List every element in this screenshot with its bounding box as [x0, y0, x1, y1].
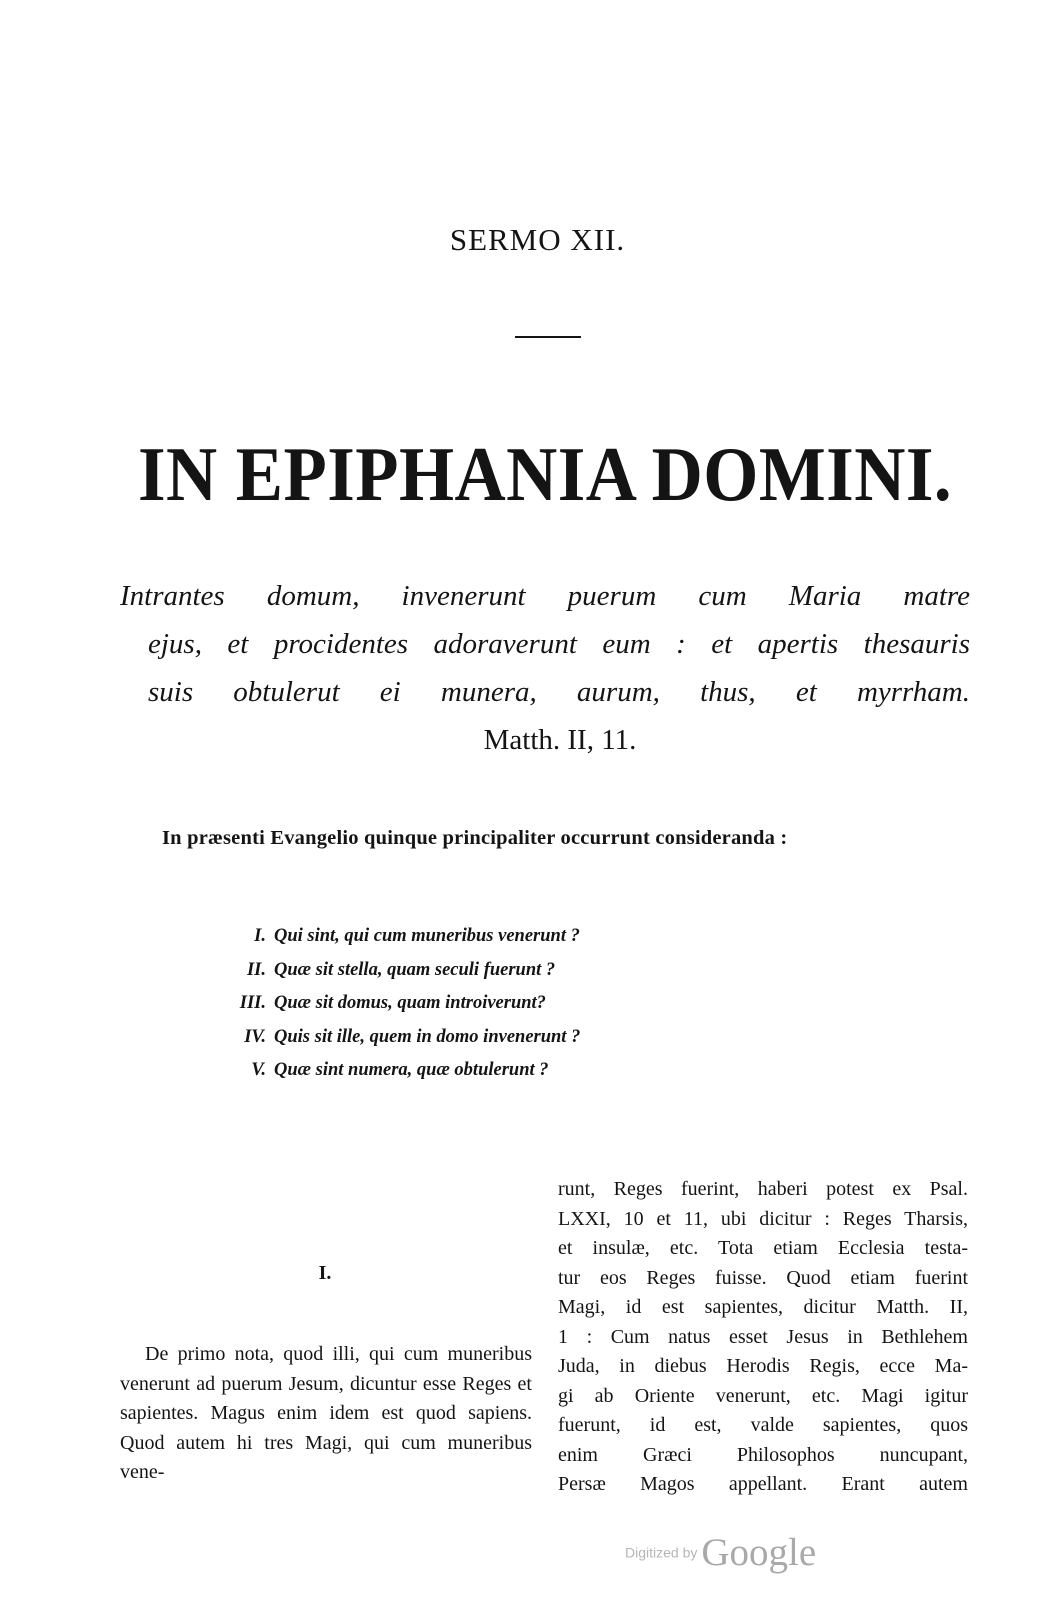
text-line: 1 : Cum natus esset Jesus in Bethlehem [558, 1325, 968, 1348]
question-text: Quis sit ille, quem in domo invenerunt ? [274, 1026, 581, 1047]
paragraph: De primo nota, quod illi, qui cum muneribus venerunt ad puerum Jesum, dicuntur esse Reges et sapientes. Magus enim idem est quod sapiens. Quod autem hi tres Magi, qui cum muneribus vene- [120, 1343, 532, 1483]
digitization-watermark [625, 1530, 855, 1580]
intro-sentence: In præsenti Evangelio quinque principaliter occurrunt consideranda : [162, 827, 788, 849]
text-line: runt, Reges fuerint, haberi potest ex Psal. [558, 1178, 968, 1200]
question-number: III. [239, 993, 266, 1013]
text-line: LXXI, 10 et 11, ubi dicitur : Reges Tharsis, [558, 1207, 968, 1230]
page-title: IN EPIPHANIA DOMINI. [137, 431, 953, 517]
list-item [220, 987, 740, 1021]
sermon-number: SERMO XII. [449, 222, 626, 257]
list-item [220, 920, 740, 954]
question-text: Qui sint, qui cum muneribus venerunt ? [274, 926, 580, 946]
epigraph-line: suis obtulerut ei munera, aurum, thus, et myrrham. [148, 676, 970, 708]
text-line: enim Græci Philosophos nuncupant, [558, 1443, 968, 1466]
right-column [558, 1175, 968, 1500]
list-item [220, 1054, 740, 1088]
question-text: Quæ sit stella, quam seculi fuerunt ? [274, 959, 556, 980]
question-text: Quæ sint numera, quæ obtulerunt ? [274, 1060, 549, 1080]
text-line: Juda, in diebus Herodis Regis, ecce Ma- [558, 1355, 968, 1377]
text-line: gi ab Oriente venerunt, etc. Magi igitur [558, 1384, 968, 1407]
question-number: IV. [244, 1026, 266, 1047]
question-text: Quæ sit domus, quam introiverunt? [274, 993, 546, 1013]
google-logo: Google [701, 1531, 817, 1574]
question-number: I. [254, 926, 266, 946]
digitized-label: Digitized by [625, 1544, 698, 1561]
section-number: I. [318, 1262, 332, 1284]
epigraph-line: Intrantes domum, invenerunt puerum cum Maria matre [120, 580, 970, 612]
text-line: Magi, id est sapientes, dicitur Matth. II, [558, 1296, 968, 1318]
list-item [220, 954, 740, 988]
text-line: Persæ Magos appellant. Erant autem [558, 1473, 968, 1495]
text-line: et insulæ, etc. Tota etiam Ecclesia testa- [558, 1237, 968, 1259]
scripture-reference: Matth. II, 11. [483, 724, 637, 756]
left-column [120, 1340, 532, 1488]
question-number: II. [246, 959, 266, 980]
epigraph-line: ejus, et procidentes adoraverunt eum : et apertis thesauris [148, 628, 970, 660]
text-line: fuerunt, id est, valde sapientes, quos [558, 1414, 968, 1436]
divider-rule [515, 336, 581, 338]
list-item [220, 1021, 740, 1055]
text-line: tur eos Reges fuisse. Quod etiam fuerint [558, 1266, 968, 1289]
question-list [220, 920, 740, 1088]
question-number: V. [251, 1060, 266, 1080]
epigraph [120, 572, 970, 764]
